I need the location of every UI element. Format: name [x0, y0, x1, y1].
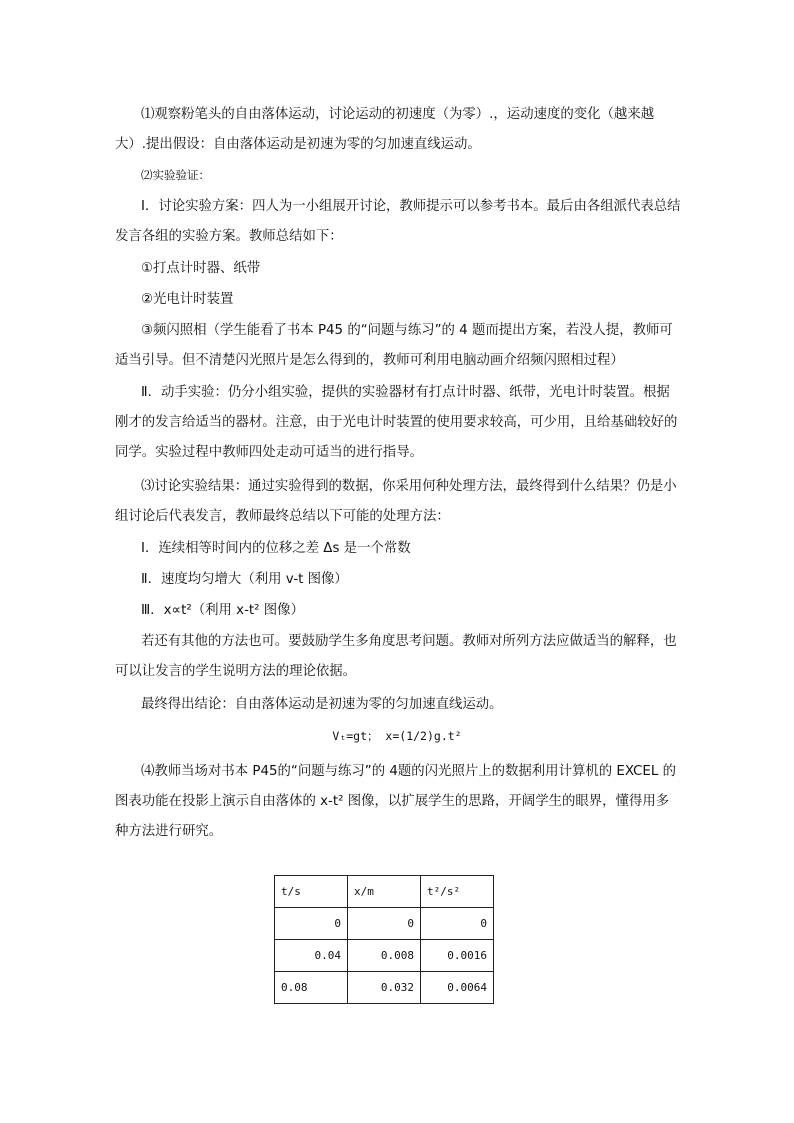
paragraph-observation: ⑴观察粉笔头的自由落体运动，讨论运动的初速度（为零）.，运动速度的变化（越来越大）.提出假设：自由落体运动是初速为零的匀加速直线运动。 [115, 107, 655, 152]
paragraph-experiment-verification: ⑵实验验证： [141, 168, 210, 182]
table-cell: 0 [421, 908, 494, 940]
list-item-photogate: ②光电计时装置 [141, 292, 234, 307]
table-cell: 0.032 [348, 972, 421, 1004]
list-item-method-2: Ⅱ．速度均匀增大（利用 v-t 图像） [141, 572, 348, 587]
list-item-method-3: Ⅲ．x∝t²（利用 x-t² 图像） [141, 603, 304, 618]
table-cell: 0.04 [275, 940, 348, 972]
list-item-method-1: Ⅰ．连续相等时间内的位移之差 Δs 是一个常数 [141, 541, 411, 556]
table-cell: 0.08 [275, 972, 348, 1004]
list-item-strobe-photo: ③频闪照相（学生能看了书本 P45 的“问题与练习”的 4 题而提出方案，若没人提，教师可适当引导。但不清楚闪光照片是怎么得到的，教师可利用电脑动画介绍频闪照相过程） [115, 323, 673, 368]
paragraph-discuss-plan: Ⅰ．讨论实验方案：四人为一小组展开讨论，教师提示可以参考书本。最后由各组派代表总结发言各组的实验方案。教师总结如下： [115, 199, 681, 244]
table-cell: 0.008 [348, 940, 421, 972]
paragraph-conclusion: 最终得出结论：自由落体运动是初速为零的匀加速直线运动。 [141, 697, 503, 712]
table-cell: 0.0016 [421, 940, 494, 972]
table-cell: 0 [348, 908, 421, 940]
table-row [275, 972, 494, 1004]
table-row [275, 908, 494, 940]
formula: Vₜ=gt； x=(1/2)g.t² [332, 729, 462, 743]
table-header-cell: t²/s² [421, 876, 494, 908]
table-row [275, 940, 494, 972]
table-header-row [275, 876, 494, 908]
paragraph-other-methods: 若还有其他的方法也可。要鼓励学生多角度思考问题。教师对所列方法应做适当的解释，也可以让发言的学生说明方法的理论依据。 [115, 634, 677, 679]
table-cell: 0 [275, 908, 348, 940]
table-header-cell: t/s [275, 876, 348, 908]
paragraph-hands-on: Ⅱ．动手实验：仍分小组实验，提供的实验器材有打点计时器、纸带，光电计时装置。根据刚才的发言给适当的器材。注意，由于光电计时装置的使用要求较高，可少用，且给基础较好的同学。实验过程中教师四处走动可适当的进行指导。 [115, 385, 678, 460]
paragraph-discuss-results: ⑶讨论实验结果：通过实验得到的数据，你采用何种处理方法，最终得到什么结果？仍是小组讨论后代表发言，教师最终总结以下可能的处理方法： [115, 479, 677, 524]
table-cell: 0.0064 [421, 972, 494, 1004]
paragraph-excel-demo: ⑷教师当场对书本 P45的“问题与练习”的 4题的闪光照片上的数据利用计算机的 EXCEL 的图表功能在投影上演示自由落体的 x-t² 图像，以扩展学生的思路，开阔学生的眼界，懂得用多种方法进行研究。 [115, 764, 676, 839]
list-item-timer-tape: ①打点计时器、纸带 [141, 261, 261, 276]
table-header-cell: x/m [348, 876, 421, 908]
data-table [274, 875, 494, 1004]
